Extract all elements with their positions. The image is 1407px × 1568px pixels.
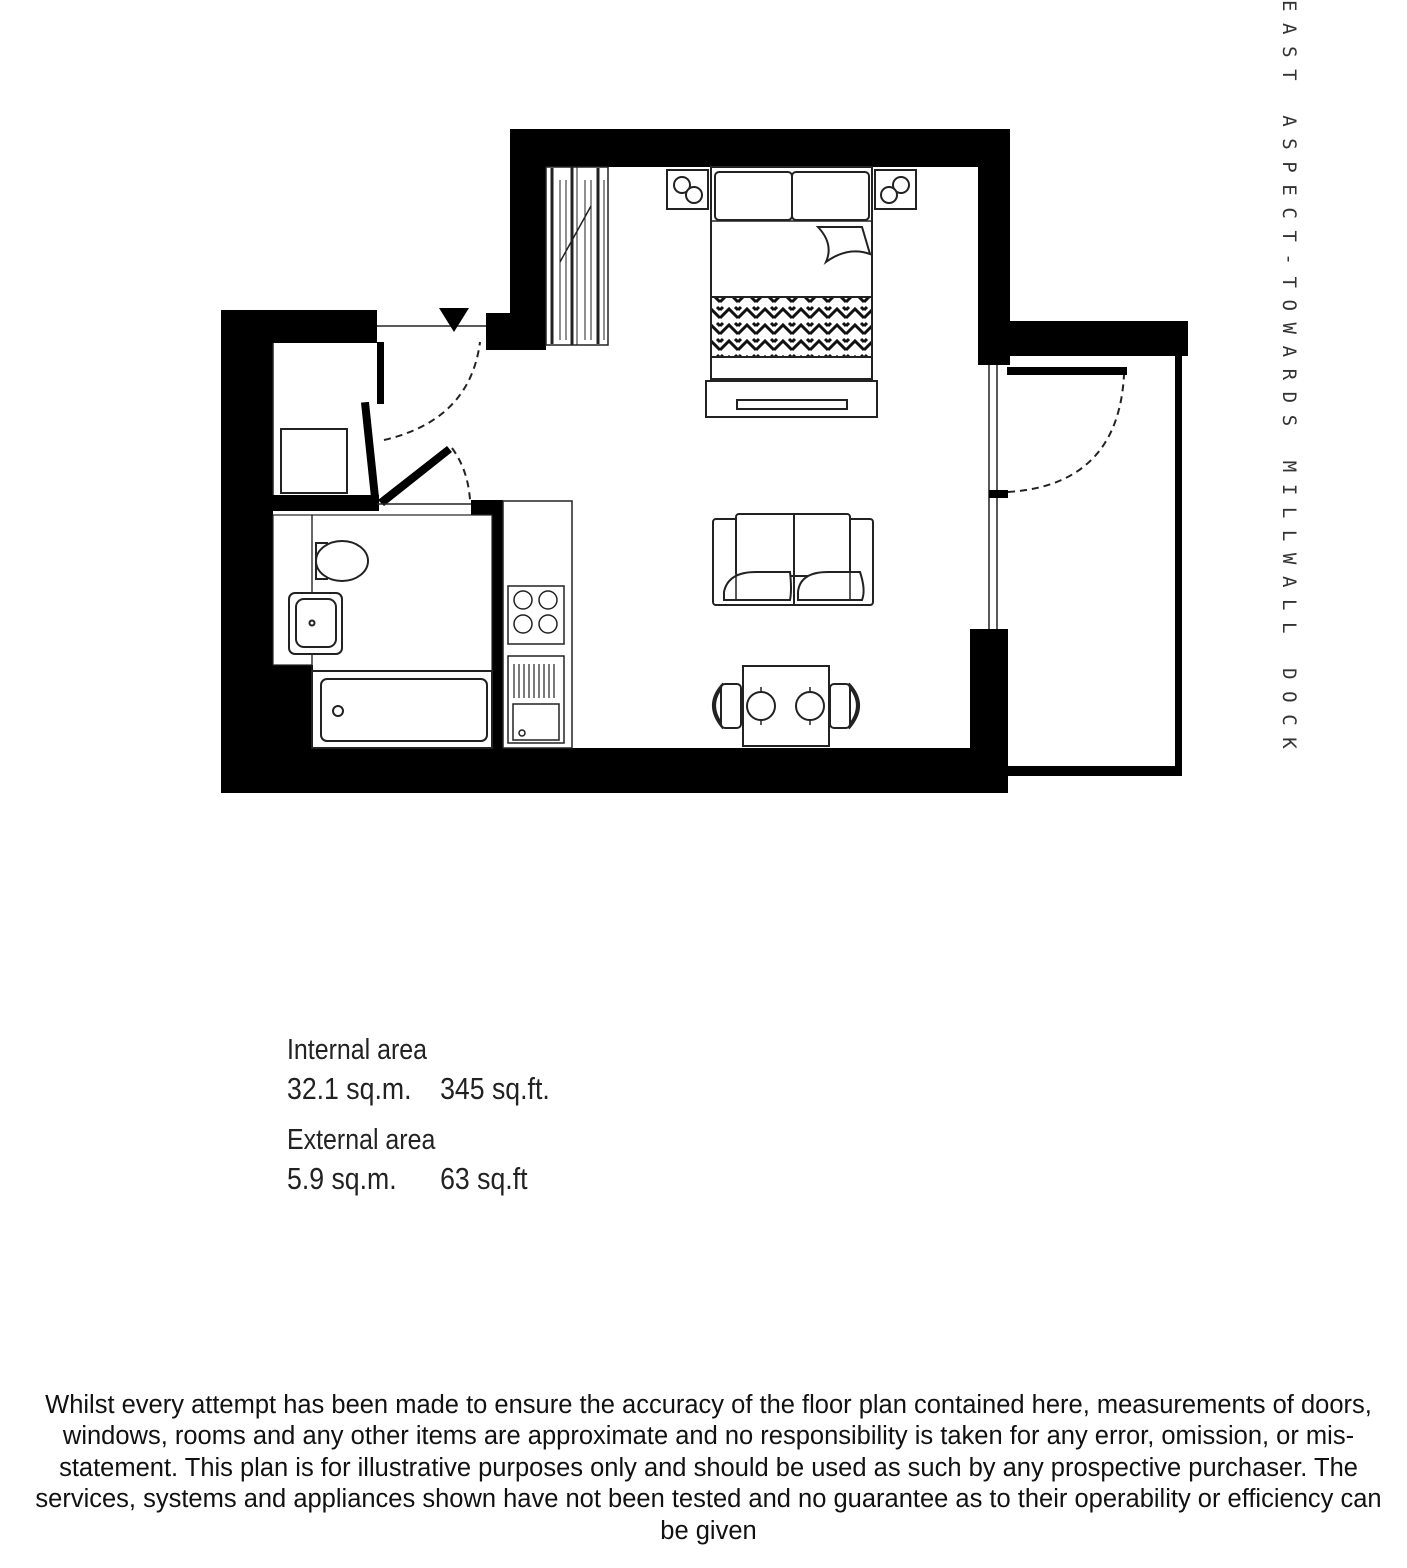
door-jamb-right xyxy=(486,313,516,350)
external-area-values xyxy=(287,1158,550,1200)
bathroom-door-leaf xyxy=(378,446,452,506)
aspect-label: EAST ASPECT-TOWARDS MILLWALL DOCK xyxy=(1278,0,1300,761)
internal-area-label: Internal area xyxy=(287,1034,428,1066)
kitchen-counter xyxy=(503,501,572,748)
pillow-icon xyxy=(715,172,792,220)
entrance-door-swing-icon xyxy=(384,342,480,440)
cupboard-door-leaf xyxy=(361,402,379,497)
sofa-icon xyxy=(713,514,873,605)
cupboard-door-frame xyxy=(377,342,384,404)
external-area-sqft: 63 sq.ft xyxy=(440,1161,528,1196)
bottom-wall xyxy=(221,748,1008,793)
internal-area-sqm: 32.1 sq.m. xyxy=(287,1071,412,1106)
internal-area-sqft: 345 sq.ft. xyxy=(440,1071,550,1106)
bedside-lamp-icon xyxy=(667,170,708,209)
left-top-wall xyxy=(221,310,377,343)
bathroom-left-thick xyxy=(221,665,313,793)
wardrobe xyxy=(546,167,608,345)
storage-cupboard xyxy=(281,429,347,493)
dining-table xyxy=(714,666,858,746)
pillow-icon xyxy=(792,172,869,220)
double-bed xyxy=(706,167,877,417)
entrance-marker-icon xyxy=(439,308,469,332)
bathroom-right-wall xyxy=(492,500,503,748)
internal-area-values xyxy=(287,1068,550,1110)
balcony-top-wall xyxy=(978,321,1188,356)
balcony-door-swing-icon xyxy=(1008,375,1124,492)
external-area-label: External area xyxy=(287,1124,436,1156)
external-area-sqm: 5.9 sq.m. xyxy=(287,1161,397,1196)
bathroom-door-swing-icon xyxy=(452,448,470,500)
area-summary xyxy=(287,1032,550,1212)
balcony-door-rail xyxy=(1007,367,1127,375)
cupboard-bottom-wall xyxy=(273,495,379,511)
top-wall xyxy=(510,129,1010,167)
disclaimer: Whilst every attempt has been made to ensure the accuracy of the floor plan contained here, measurements of doors, windows, rooms and any other items are approximate and no responsibility is taken for any error, omission, or mis-statement. This plan is for illustrative purposes only and should be used as such by any prospective purchaser. The services, systems and appliances shown have not been tested and no guarantee as to their operability or efficiency can be given xyxy=(35,1391,1382,1545)
balcony-right-edge xyxy=(1175,356,1182,776)
balcony-bottom-edge xyxy=(1007,766,1182,776)
bedside-lamp-icon xyxy=(875,170,916,209)
balcony-door xyxy=(989,365,1124,629)
external-area xyxy=(287,1122,550,1200)
internal-area xyxy=(287,1032,550,1110)
